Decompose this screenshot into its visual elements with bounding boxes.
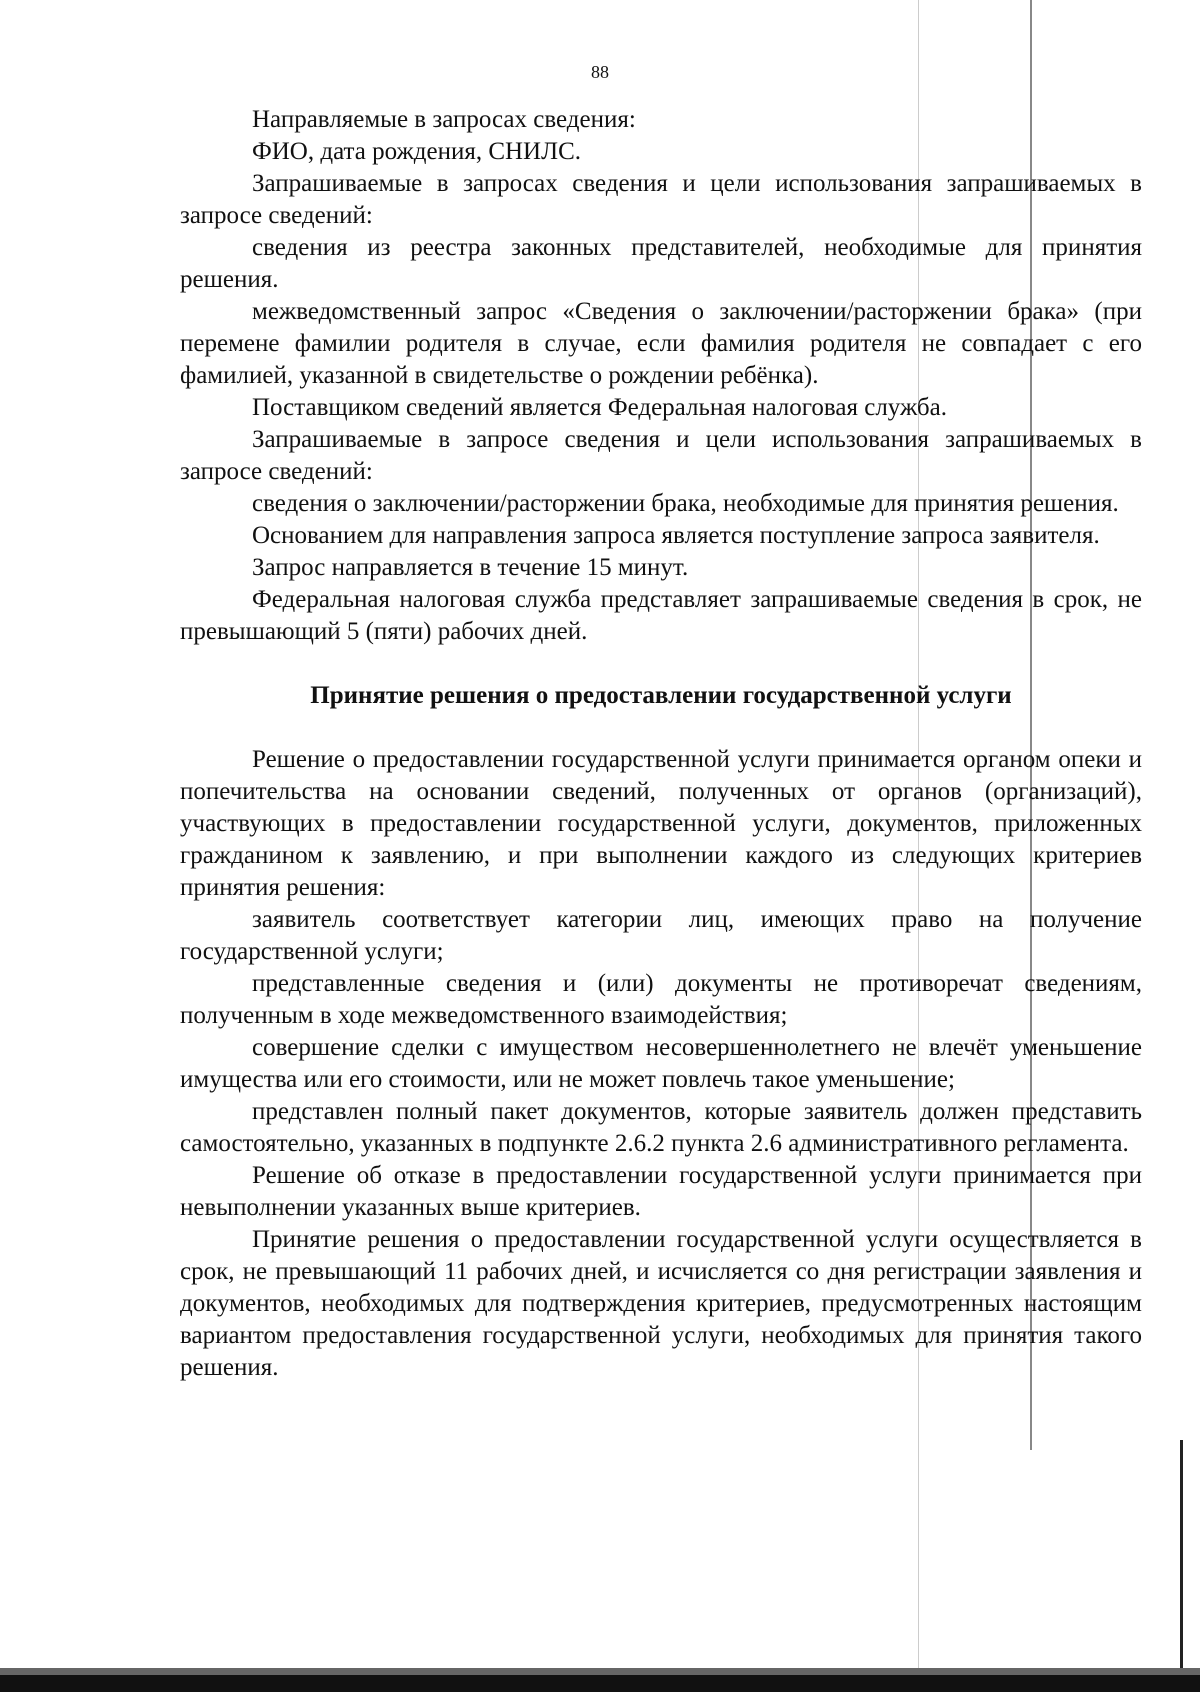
paragraph: Основанием для направления запроса является поступление запроса заявителя. — [252, 522, 1100, 549]
paragraph: заявитель соответствует категории лиц, имеющих право на получение государственной услуги; — [180, 906, 1142, 965]
paragraph: представлен полный пакет документов, которые заявитель должен представить самостоятельно, указанных в подпункте 2.6.2 пункта 2.6 административного регламента. — [180, 1098, 1142, 1157]
paragraph: сведения из реестра законных представителей, необходимые для принятия решения. — [180, 234, 1142, 293]
scan-bottom-edge — [0, 1675, 1200, 1692]
paragraph: Поставщиком сведений является Федеральная налоговая служба. — [252, 394, 947, 421]
paragraph: представленные сведения и (или) документы не противоречат сведениям, полученным в ходе межведомственного взаимодействия; — [180, 970, 1142, 1029]
section-heading: Принятие решения о предоставлении государственной услуги — [310, 682, 1012, 709]
paragraph: ФИО, дата рождения, СНИЛС. — [252, 138, 581, 165]
paragraph: Запрашиваемые в запросе сведения и цели использования запрашиваемых в запросе сведений: — [180, 426, 1142, 485]
paragraph: Решение о предоставлении государственной услуги принимается органом опеки и попечительства на основании сведений, полученных от органов (организаций), участвующих в предоставлении государственной услуги, документов, приложенных гражданином к заявлению, и при выполнении каждого из следующих критериев принятия решения: — [180, 746, 1142, 901]
paragraph: межведомственный запрос «Сведения о заключении/расторжении брака» (при перемене фамилии родителя в случае, если фамилия родителя не совпадает с его фамилией, указанной в свидетельстве о рождении ребёнка). — [180, 298, 1142, 389]
page-number: 88 — [591, 62, 609, 82]
paragraph: совершение сделки с имуществом несовершеннолетнего не влечёт уменьшение имущества или его стоимости, или не может повлечь такое уменьшение; — [180, 1034, 1142, 1093]
paragraph: Решение об отказе в предоставлении государственной услуги принимается при невыполнении указанных выше критериев. — [180, 1162, 1142, 1221]
document-body — [180, 104, 1142, 1384]
paragraph: сведения о заключении/расторжении брака, необходимые для принятия решения. — [252, 490, 1119, 517]
scan-bottom-edge — [0, 1668, 1200, 1675]
paragraph: Федеральная налоговая служба представляет запрашиваемые сведения в срок, не превышающий 5 (пяти) рабочих дней. — [180, 586, 1142, 645]
paragraph: Запрос направляется в течение 15 минут. — [252, 554, 689, 581]
paragraph: Принятие решения о предоставлении государственной услуги осуществляется в срок, не превышающий 11 рабочих дней, и исчисляется со дня регистрации заявления и документов, необходимых для подтверждения критериев, предусмотренных настоящим вариантом предоставления государственной услуги, необходимых для принятия такого решения. — [180, 1226, 1142, 1381]
scan-artifact-line — [1180, 1440, 1183, 1692]
paragraph: Запрашиваемые в запросах сведения и цели использования запрашиваемых в запросе сведений: — [180, 170, 1142, 229]
paragraph: Направляемые в запросах сведения: — [252, 106, 636, 133]
